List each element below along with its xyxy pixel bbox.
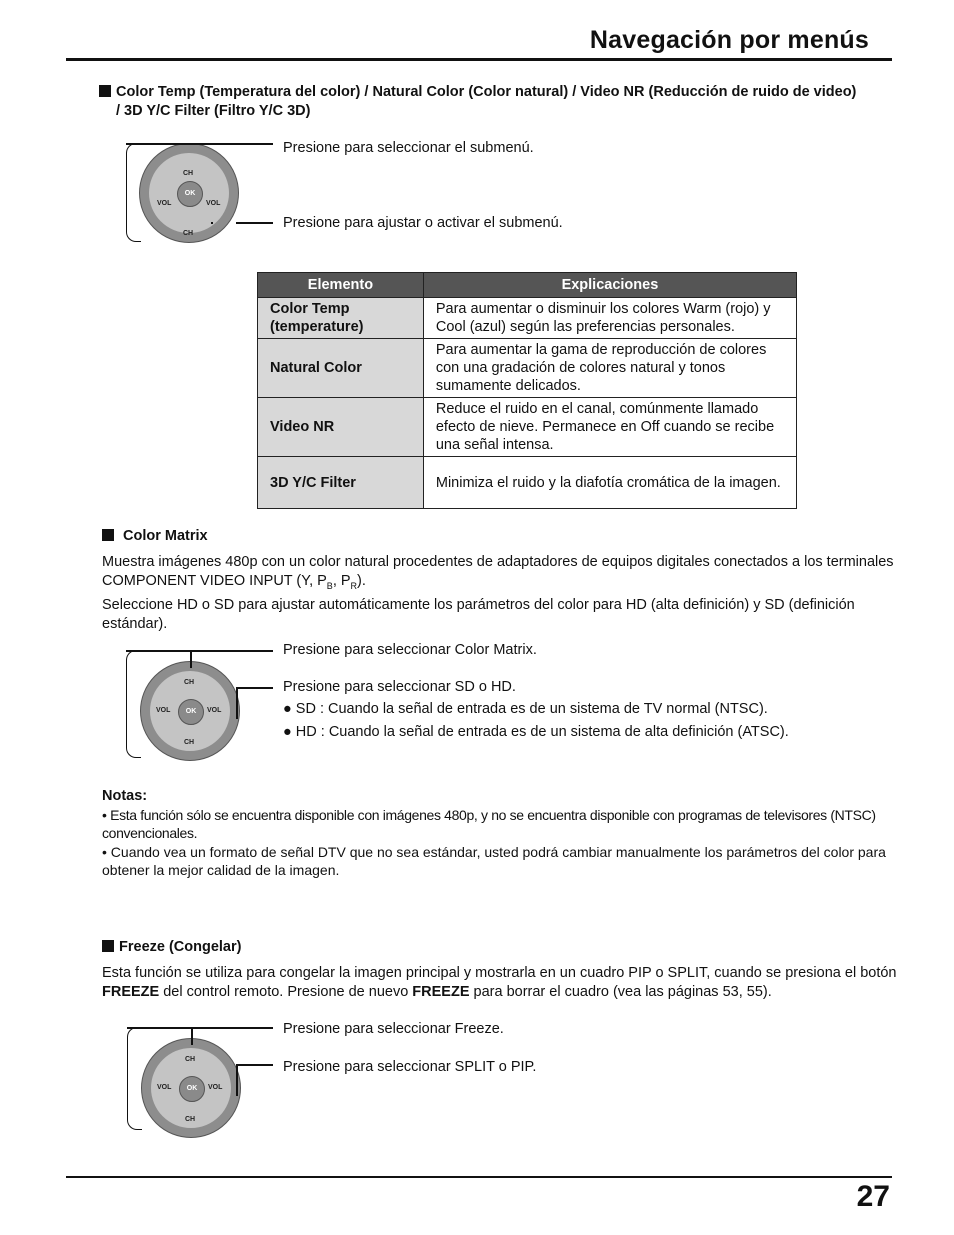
table-row: Color Temp (temperature) Para aumentar o disminuir los colores Warm (rojo) y Cool (azul) según las preferencias personales. (258, 298, 797, 339)
color-matrix-description: Muestra imágenes 480p con un color natural procedentes de adaptadores de equipos digitales conectados a los terminales COMPONENT VIDEO INPUT (Y, $P_B$, $P_R$). Seleccione HD o SD para ajustar automáticamente los parámetros del color para HD (alta definición) y SD (definición estándar). (102, 554, 894, 632)
bullet-square-icon (102, 940, 114, 952)
bullet-hd: ● HD : Cuando la señal de entrada es de un sistema de alta definición (ATSC). (283, 724, 789, 740)
remote-diagram (127, 1027, 287, 1139)
table-header-item: Elemento (258, 273, 424, 298)
table-header-explanations: Explicaciones (423, 273, 796, 298)
remote-diagram (126, 143, 286, 245)
freeze-description: Esta función se utiliza para congelar la imagen principal y mostrarla en un cuadro PIP o SPLIT, cuando se presiona el botón FREEZE del control remoto. Presione de nuevo FREEZE para borrar el cuadro (vea las páginas 53, 55). (102, 965, 897, 1000)
header-rule (66, 58, 892, 61)
table-row: Natural Color Para aumentar la gama de reproducción de colores con una gradación de colores natural y tonos sumamente delicados. (258, 339, 797, 398)
bullet-square-icon (102, 529, 114, 541)
callout-select-color-matrix: Presione para seleccionar Color Matrix. (283, 642, 537, 658)
bullet-sd: ● SD : Cuando la señal de entrada es de un sistema de TV normal (NTSC). (283, 701, 768, 717)
callout-select-freeze: Presione para seleccionar Freeze. (283, 1021, 504, 1037)
section-heading-color-temp: Color Temp (Temperatura del color) / Natural Color (Color natural) / Video NR (Reducción de ruido de video) / 3D Y/C Filter (Filtro Y/C 3D) (99, 83, 919, 121)
table-row: Video NR Reduce el ruido en el canal, comúnmente llamado efecto de nieve. Permanece en Off cuando se recibe una señal intensa. (258, 398, 797, 457)
callout-select-sd-hd: Presione para seleccionar SD o HD. (283, 679, 516, 695)
remote-diagram (126, 650, 286, 762)
remote-pad: OK CH CH VOL VOL (141, 1038, 241, 1138)
table-row: 3D Y/C Filter Minimiza el ruido y la diafotía cromática de la imagen. (258, 457, 797, 509)
section-heading-freeze: Freeze (Congelar) (102, 938, 241, 957)
note-item: • Esta función sólo se encuentra disponible con imágenes 480p, y no se encuentra disponible con programas de televisores (NTSC) convencionales. (102, 807, 876, 841)
explanations-table (257, 272, 797, 509)
ok-button-icon: OK (178, 699, 204, 725)
note-item: • Cuando vea un formato de señal DTV que no sea estándar, usted podrá cambiar manualmente los parámetros del color para obtener la mejor calidad de la imagen. (102, 844, 886, 878)
page-number: 27 (856, 1180, 890, 1213)
section-heading-color-matrix: Color Matrix (102, 527, 208, 546)
ok-button-icon: OK (179, 1076, 205, 1102)
remote-pad: OK CH CH VOL VOL (140, 661, 240, 761)
callout-select-submenu: Presione para seleccionar el submenú. (283, 140, 534, 156)
remote-pad: OK CH CH VOL VOL (139, 143, 239, 243)
bullet-square-icon (99, 85, 111, 97)
callout-select-split-pip: Presione para seleccionar SPLIT o PIP. (283, 1059, 537, 1075)
page-title: Navegación por menús (589, 26, 869, 54)
ok-button-icon: OK (177, 181, 203, 207)
notes-title: Notas: (102, 788, 148, 804)
footer-rule (66, 1176, 892, 1178)
callout-adjust-submenu: Presione para ajustar o activar el submenú. (283, 215, 563, 231)
